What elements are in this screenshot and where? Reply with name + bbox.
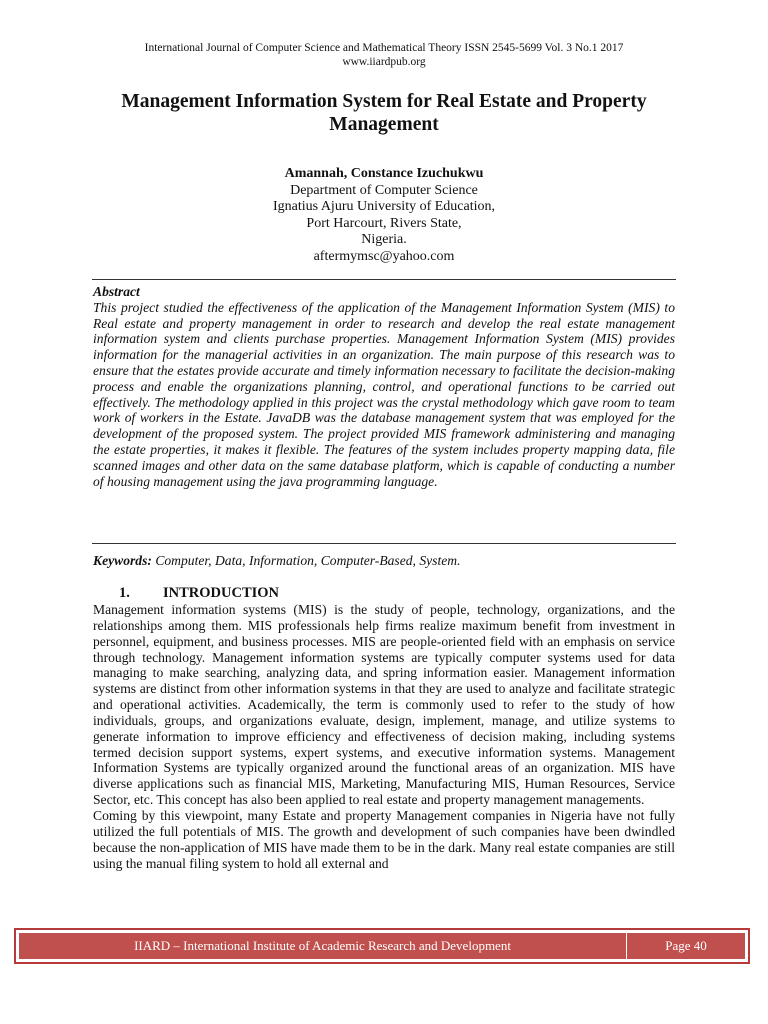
author-department: Department of Computer Science (290, 182, 478, 198)
abstract-bottom-rule (92, 543, 676, 544)
introduction-body (93, 602, 675, 871)
author-city: Port Harcourt, Rivers State, (306, 215, 462, 231)
author-institution: Ignatius Ajuru University of Education, (272, 199, 496, 214)
keywords-text: Computer, Data, Information, Computer-Based, System. (155, 553, 461, 568)
section-number: 1. (119, 585, 130, 601)
author-name: Amannah, Constance Izuchukwu (284, 166, 484, 181)
section-title: INTRODUCTION (163, 585, 280, 601)
abstract-text: This project studied the effectiveness of the application of the Management Information System (MIS) to Real estate and property management in order to research and develop the real estate management information system and clients purchase properties. Management Information System (MIS) provides information for the managerial activities in an organization. The main purpose of this research was to ensure that the estates provide accurate and timely information necessary to facilitate the decision-making process and enable the organizations planning, control, and operational functions to be carried out effectively. The methodology applied in this project was the crystal methodology which gave room to team work of workers in the Estate. JavaDB was the database management system that was employed for the development of the proposed system. The project provided MIS framework administering and managing the estate properties, it makes it flexible. The features of the system includes property mapping data, file scanned images and other data on the same database platform, which is capable of conducting a number of housing management using the java programming language. (93, 299, 675, 489)
journal-website: www.iiardpub.org (342, 56, 426, 68)
author-email: aftermymsc@yahoo.com (313, 248, 455, 264)
author-block (0, 166, 768, 265)
page-footer (14, 928, 750, 964)
footer-bar (19, 933, 745, 959)
section-heading (119, 585, 279, 602)
journal-header (0, 41, 768, 69)
abstract-section (93, 284, 675, 489)
page-number: Page 40 (665, 938, 707, 953)
author-country: Nigeria. (361, 232, 407, 247)
abstract-top-rule (92, 279, 676, 280)
body-paragraph: Coming by this viewpoint, many Estate and property Management companies in Nigeria have not fully utilized the full potentials of MIS. The growth and development of such companies have been dwindled because the non-application of MIS have made them to be in the dark. Many real estate companies are still using the manual filing system to hold all external and (93, 807, 675, 871)
keywords-label: Keywords: (93, 553, 152, 568)
footer-organization: IIARD – International Institute of Academic Research and Development (134, 938, 511, 953)
keywords-line (93, 553, 675, 569)
journal-citation: International Journal of Computer Science and Mathematical Theory ISSN 2545-5699 Vol. 3 No.1 2017 (144, 42, 624, 54)
abstract-heading: Abstract (93, 284, 140, 299)
paper-title: Management Information System for Real Estate and Property Management (121, 91, 647, 135)
body-paragraph: Management information systems (MIS) is the study of people, technology, organizations, and the relationships among them. MIS professionals help firms realize maximum benefit from investment in personnel, equipment, and business processes. MIS are people-oriented field with an emphasis on service through technology. Management information systems are typically computer systems used for data managing to make searching, analyzing data, and spring information easier. Management information systems are distinct from other information systems in that they are used to analyze and facilitate strategic and operational activities. Academically, the term is commonly used to refer to the study of how individuals, groups, and organizations evaluate, design, implement, manage, and utilize systems to generate information to improve efficiency and effectiveness of decision making, including systems termed decision support systems, expert systems, and executive information systems. Management Information Systems are typically organized around the functional areas of an organization. MIS have diverse applications such as financial MIS, Marketing, Manufacturing MIS, Human Resources, Service Sector, etc. This concept has also been applied to real estate and property management managements. (93, 602, 675, 808)
